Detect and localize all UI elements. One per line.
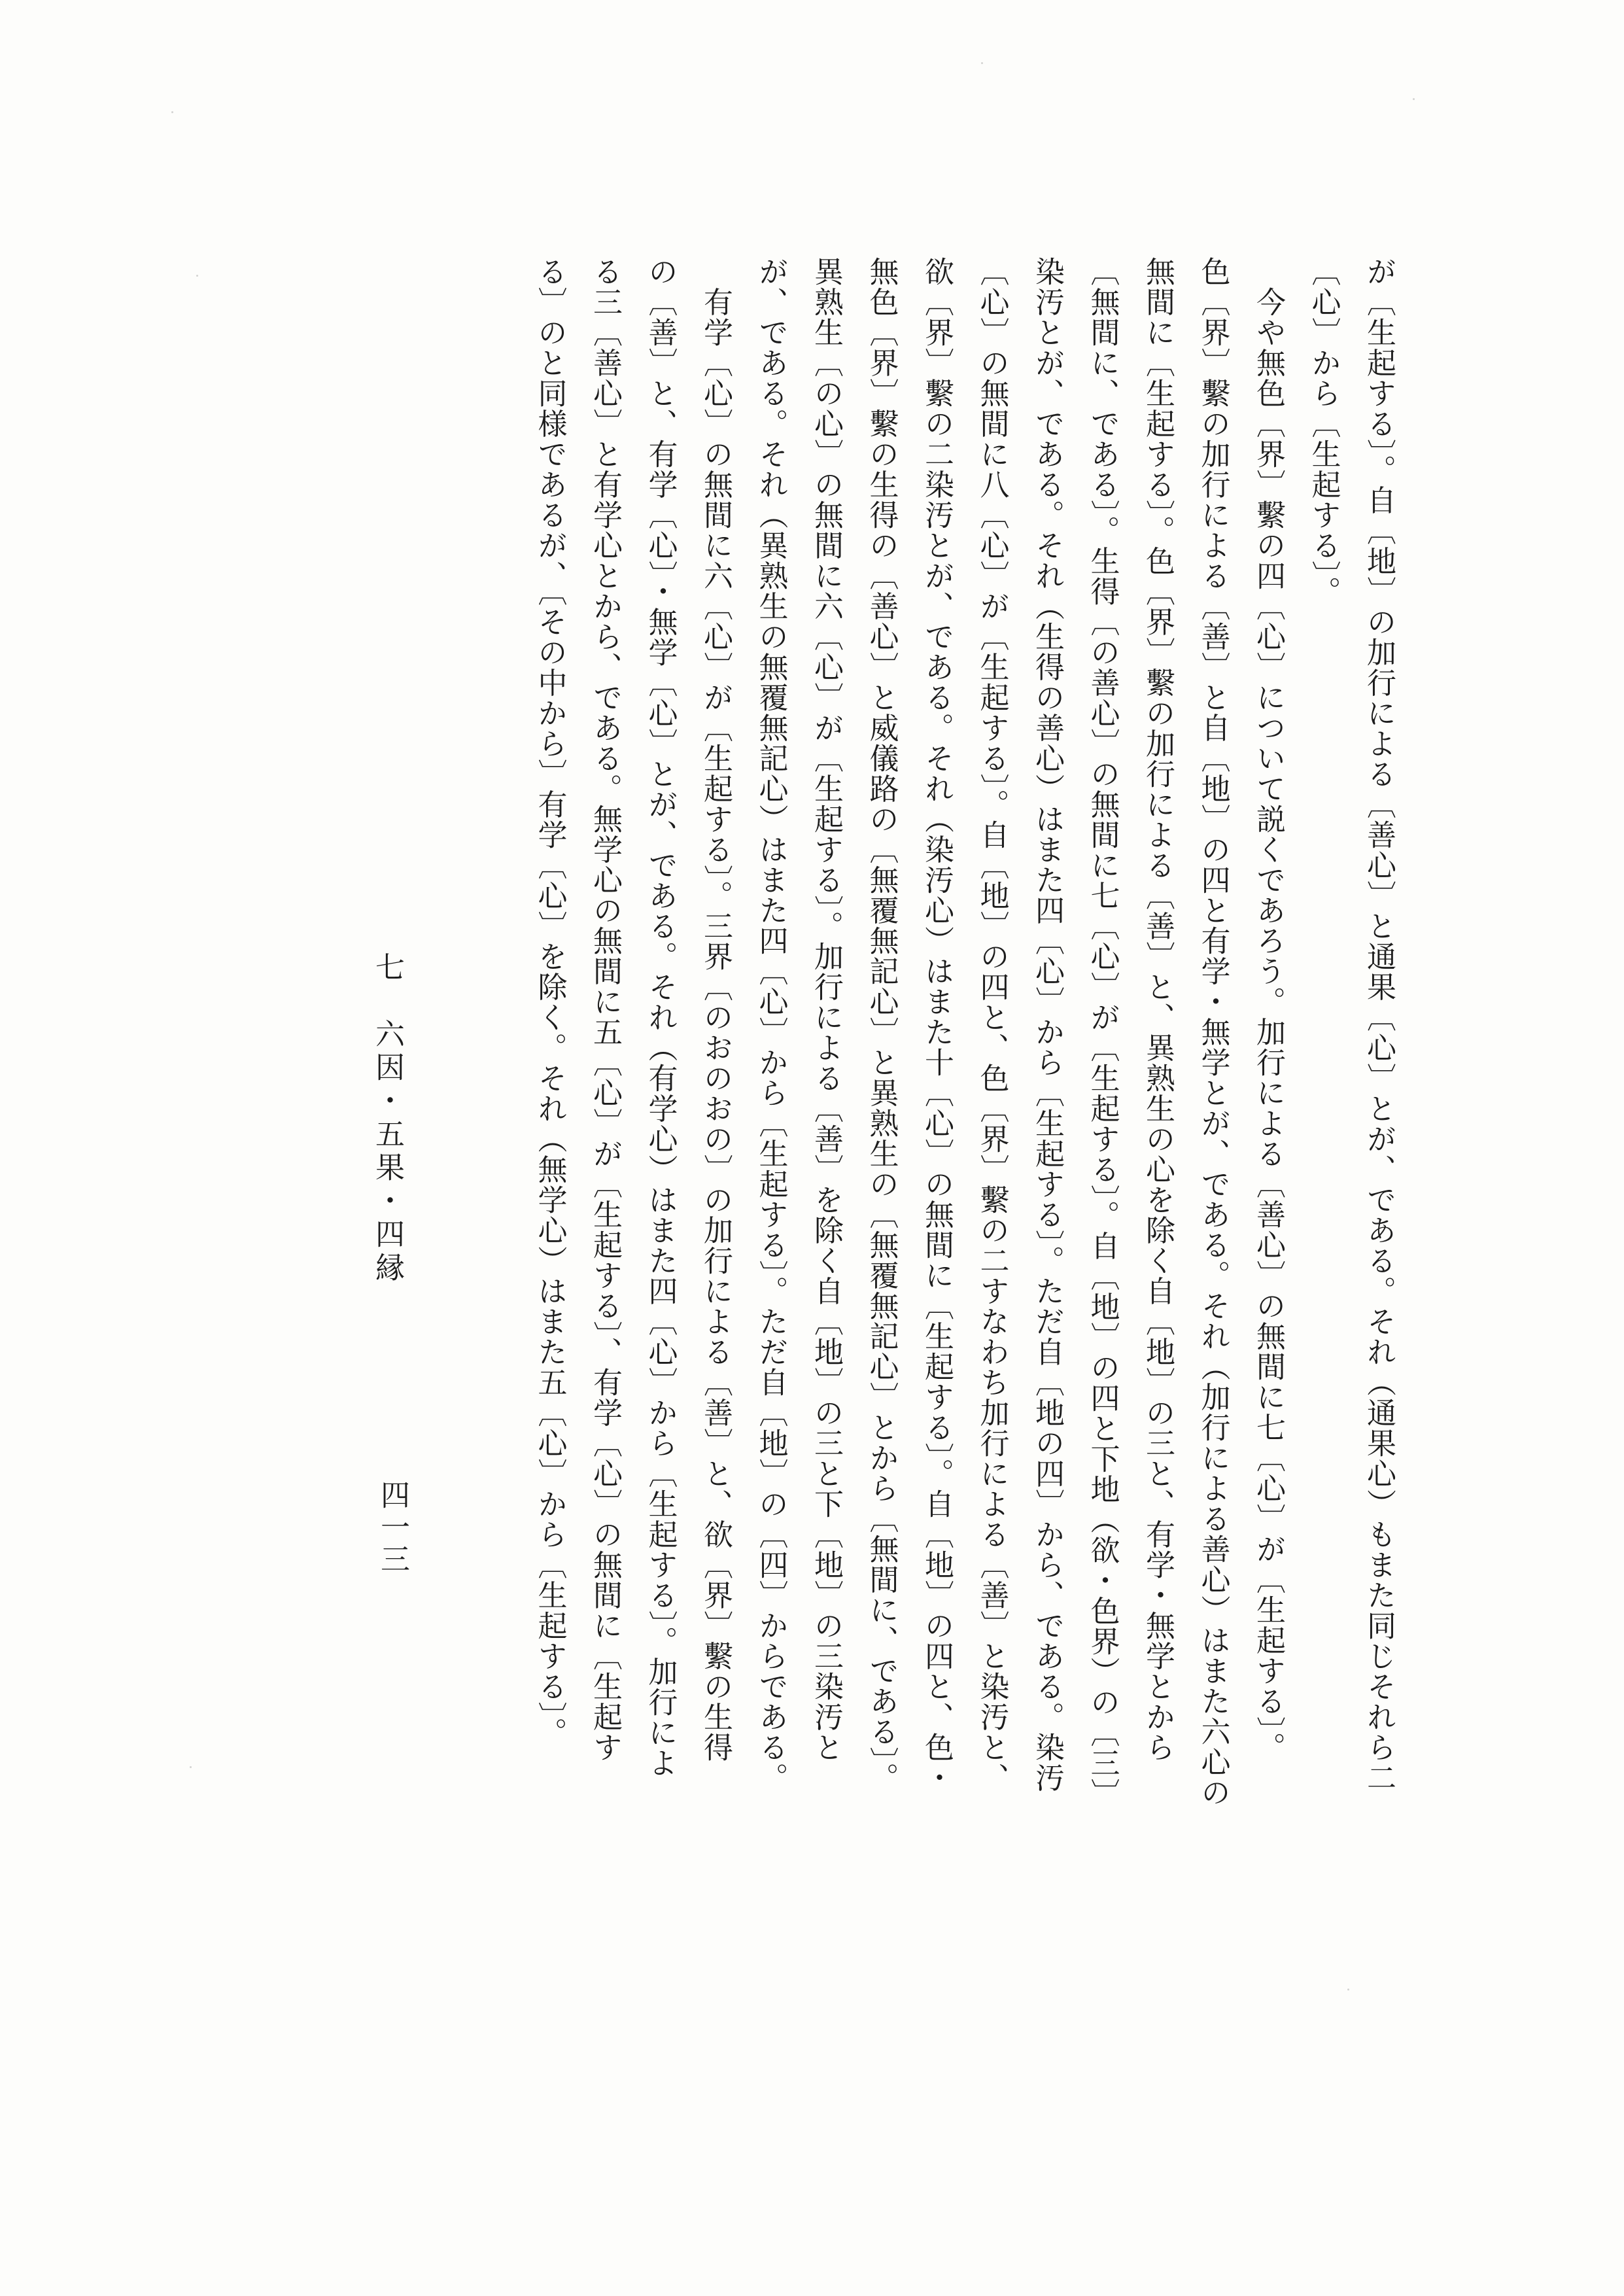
text-line-7: 染汚とが、である。それ（生得の善心）はまた四〔心〕から〔生起する〕。ただ自〔地の四〕から、である。染汚 <box>1030 256 1065 1793</box>
text-line-14: の〔善〕と、有学〔心〕・無学〔心〕とが、である。それ（有学心）はまた四〔心〕から〔生起する〕。加行によ <box>643 256 678 1779</box>
scan-speck <box>171 111 173 113</box>
text-line-8: 〔心〕の無間に八〔心〕が〔生起する〕。自〔地〕の四と、色〔界〕繫の二すなわち加行による〔善〕と染汚と、 <box>975 256 1010 1793</box>
text-line-5: 無間に〔生起する〕。色〔界〕繫の加行による〔善〕と、異熟生の心を除く自〔地〕の三と、有学・無学とから <box>1141 256 1175 1763</box>
scan-speck <box>190 1766 192 1768</box>
scan-speck <box>981 62 983 64</box>
text-line-12: が、である。それ（異熟生の無覆無記心）はまた四〔心〕から〔生起する〕。ただ自〔地〕の〔四〕からである。 <box>753 256 789 1793</box>
text-line-13: 有学〔心〕の無間に六〔心〕が〔生起する〕。三界〔のおのおの〕の加行による〔善〕と、欲〔界〕繫の生得 <box>699 256 733 1763</box>
text-line-4: 色〔界〕繫の加行による〔善〕と自〔地〕の四と有学・無学とが、である。それ（加行による善心）はまた六心の <box>1196 256 1231 1808</box>
text-line-2: 〔心〕から〔生起する〕。 <box>1306 256 1341 607</box>
text-line-15: る三〔善心〕と有学心とから、である。無学心の無間に五〔心〕が〔生起する〕、有学〔心〕の無間に〔生起す <box>588 256 623 1763</box>
text-line-9: 欲〔界〕繫の二染汚とが、である。それ（染汚心）はまた十〔心〕の無間に〔生起する〕。自〔地〕の四と、色・ <box>920 256 954 1793</box>
scan-speck <box>196 275 198 277</box>
body-text <box>522 256 1406 1809</box>
scan-speck <box>1413 98 1415 100</box>
scan-speck <box>1347 1989 1349 1991</box>
text-line-3: 今や無色〔界〕繫の四〔心〕について説くであろう。加行による〔善心〕の無間に七〔心〕が〔生起する〕。 <box>1251 256 1286 1763</box>
text-line-11: 異熟生〔の心〕の無間に六〔心〕が〔生起する〕。加行による〔善〕を除く自〔地〕の三と下〔地〕の三染汚と <box>809 256 844 1763</box>
text-line-6: 〔無間に、である〕。生得〔の善心〕の無間に七〔心〕が〔生起する〕。自〔地〕の四と下地（欲・色界）の〔三〕 <box>1085 256 1120 1809</box>
text-line-10: 無色〔界〕繫の生得の〔善心〕と威儀路の〔無覆無記心〕と異熟生の〔無覆無記心〕とから〔無間に、である〕。 <box>864 256 899 1793</box>
running-head: 七 六因・五果・四縁 <box>370 952 405 1285</box>
text-line-16: る〕のと同様であるが、〔その中から〕有学〔心〕を除く。それ（無学心）はまた五〔心〕から〔生起する〕。 <box>532 256 568 1748</box>
page-number: 四一三 <box>375 1480 410 1576</box>
text-line-1: が〔生起する〕。自〔地〕の加行による〔善心〕と通果〔心〕とが、である。それ（通果心）もまた同じそれら二 <box>1362 256 1396 1793</box>
